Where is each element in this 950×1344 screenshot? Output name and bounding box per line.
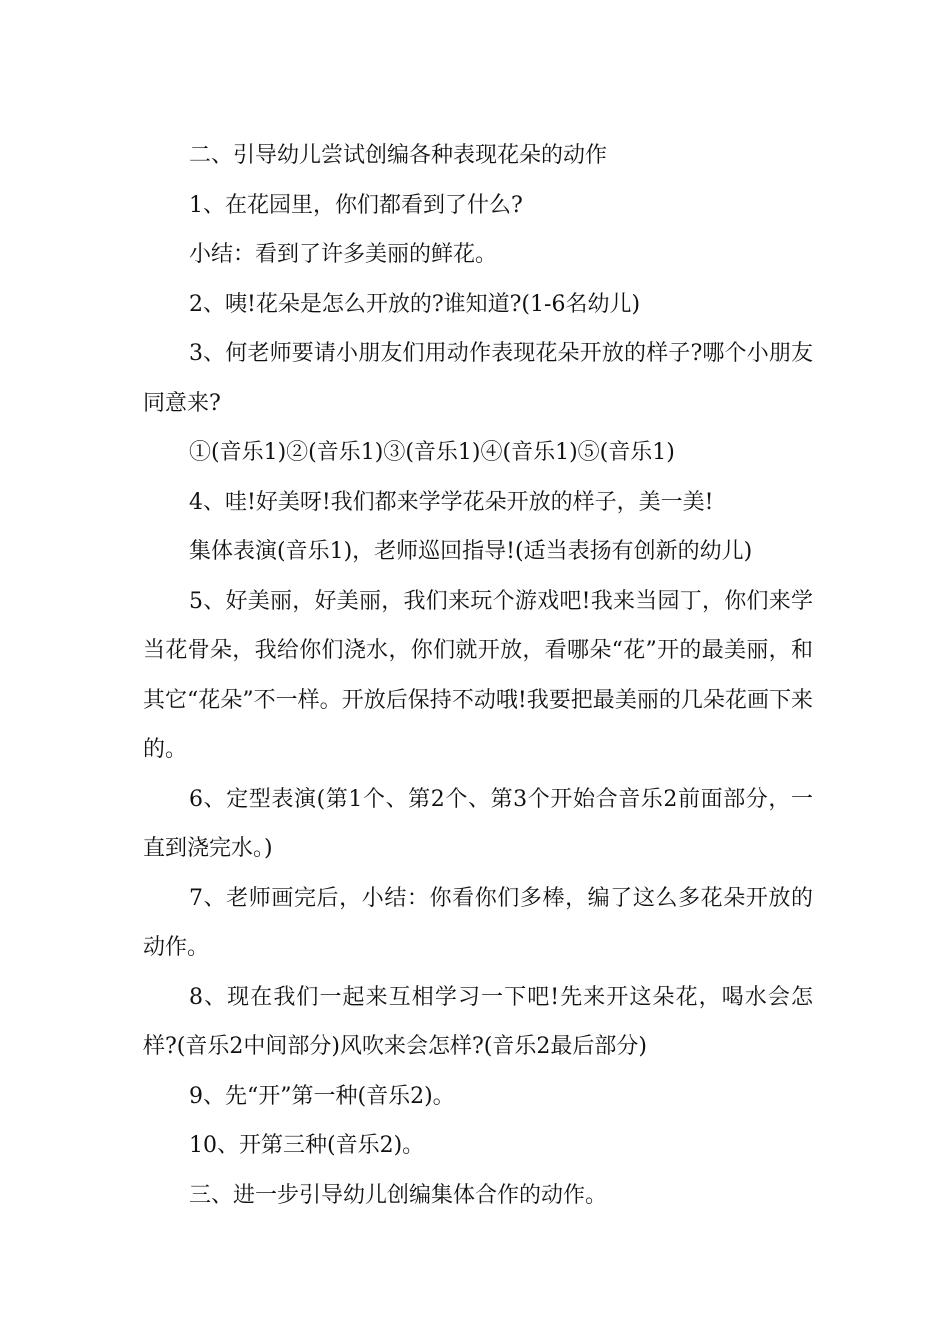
paragraph-step-1: 1、在花园里，你们都看到了什么? <box>189 192 523 218</box>
paragraph-summary-1: 小结：看到了许多美丽的鲜花。 <box>189 242 498 267</box>
paragraph-step-10: 10、开第三种(音乐2)。 <box>189 1133 425 1158</box>
paragraph-music-list: ①(音乐1)②(音乐1)③(音乐1)④(音乐1)⑤(音乐1) <box>189 440 675 465</box>
section-heading-2: 二、引导幼儿尝试创编各种表现花朵的动作 <box>189 143 608 168</box>
paragraph-step-9: 9、先“开”第一种(音乐2)。 <box>189 1083 455 1109</box>
section-heading-3: 三、进一步引导幼儿创编集体合作的动作。 <box>189 1182 608 1208</box>
paragraph-step-2: 2、咦!花朵是怎么开放的?谁知道?(1-6名幼儿) <box>189 291 641 317</box>
paragraph-group-performance: 集体表演(音乐1)，老师巡回指导!(适当表扬有创新的幼儿) <box>189 539 753 564</box>
paragraph-step-5: 5、好美丽，好美丽，我们来玩个游戏吧!我来当园丁，你们来学当花骨朵，我给你们浇水，你们就开放，看哪朵“花”开的最美丽，和其它“花朵”不一样。开放后保持不动哦!我要把最美丽的几朵花画下来的。 <box>143 588 813 762</box>
paragraph-step-8: 8、现在我们一起来互相学习一下吧!先来开这朵花，喝水会怎样?(音乐2中间部分)风吹来会怎样?(音乐2最后部分) <box>143 984 813 1059</box>
paragraph-step-7: 7、老师画完后，小结：你看你们多棒，编了这么多花朵开放的动作。 <box>143 885 813 960</box>
document-body <box>143 131 813 1220</box>
paragraph-step-6: 6、定型表演(第1个、第2个、第3个开始合音乐2前面部分，一直到浇完水。) <box>143 786 813 861</box>
paragraph-step-3: 3、何老师要请小朋友们用动作表现花朵开放的样子?哪个小朋友同意来? <box>143 341 813 416</box>
paragraph-step-4: 4、哇!好美呀!我们都来学学花朵开放的样子，美一美! <box>189 489 714 515</box>
